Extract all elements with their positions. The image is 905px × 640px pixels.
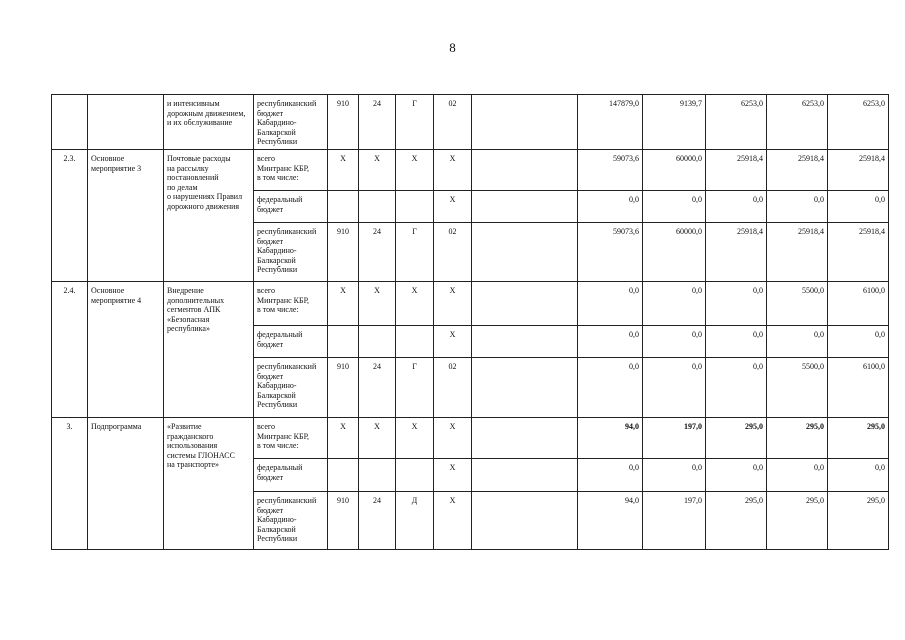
amount-cell: 0,0 — [578, 358, 643, 418]
amount-cell: 0,0 — [828, 459, 889, 492]
budget-code-cell: 910 — [328, 223, 359, 282]
funding-source-cell: федеральный бюджет — [254, 326, 328, 358]
amount-cell: 25918,4 — [706, 150, 767, 191]
budget-code-cell — [472, 418, 578, 459]
amount-cell: 295,0 — [828, 492, 889, 550]
budget-code-cell — [472, 95, 578, 150]
budget-code-cell: 910 — [328, 492, 359, 550]
budget-code-cell: Х — [396, 418, 434, 459]
budget-code-cell: 24 — [359, 95, 396, 150]
amount-cell: 0,0 — [706, 282, 767, 326]
budget-code-cell: Х — [434, 191, 472, 223]
amount-cell: 0,0 — [706, 459, 767, 492]
budget-code-cell: Х — [434, 150, 472, 191]
item-type-cell — [88, 95, 164, 150]
funding-source-cell: федеральный бюджет — [254, 459, 328, 492]
funding-source-cell: федеральный бюджет — [254, 191, 328, 223]
budget-code-cell — [396, 459, 434, 492]
amount-cell: 147879,0 — [578, 95, 643, 150]
amount-cell: 0,0 — [643, 326, 706, 358]
funding-source-cell: всего Минтранс КБР, в том числе: — [254, 418, 328, 459]
table-row — [52, 150, 889, 191]
table-row — [52, 418, 889, 459]
amount-cell: 295,0 — [767, 418, 828, 459]
budget-code-cell — [472, 492, 578, 550]
budget-code-cell — [472, 223, 578, 282]
item-type-cell: Основное мероприятие 3 — [88, 150, 164, 282]
funding-source-cell: всего Минтранс КБР, в том числе: — [254, 150, 328, 191]
item-number-cell: 2.4. — [52, 282, 88, 418]
amount-cell: 0,0 — [643, 282, 706, 326]
amount-cell: 94,0 — [578, 418, 643, 459]
amount-cell: 25918,4 — [767, 223, 828, 282]
amount-cell: 0,0 — [578, 326, 643, 358]
budget-code-cell — [359, 191, 396, 223]
amount-cell: 0,0 — [643, 459, 706, 492]
amount-cell: 295,0 — [767, 492, 828, 550]
budget-code-cell: Х — [434, 282, 472, 326]
budget-code-cell — [472, 459, 578, 492]
budget-code-cell: Г — [396, 95, 434, 150]
budget-code-cell: 24 — [359, 223, 396, 282]
budget-code-cell: 02 — [434, 223, 472, 282]
budget-code-cell: 02 — [434, 95, 472, 150]
budget-code-cell — [359, 459, 396, 492]
amount-cell: 9139,7 — [643, 95, 706, 150]
funding-source-cell: республиканский бюджет Кабардино- Балкарской Республики — [254, 358, 328, 418]
amount-cell: 295,0 — [706, 418, 767, 459]
amount-cell: 6253,0 — [767, 95, 828, 150]
budget-code-cell — [472, 191, 578, 223]
budget-code-cell — [328, 326, 359, 358]
budget-code-cell — [472, 282, 578, 326]
amount-cell: 0,0 — [706, 326, 767, 358]
amount-cell: 25918,4 — [767, 150, 828, 191]
budget-code-cell: 910 — [328, 95, 359, 150]
amount-cell: 0,0 — [643, 191, 706, 223]
amount-cell: 25918,4 — [828, 150, 889, 191]
budget-code-cell — [472, 326, 578, 358]
budget-code-cell: Х — [359, 418, 396, 459]
amount-cell: 6253,0 — [706, 95, 767, 150]
budget-code-cell — [328, 459, 359, 492]
amount-cell: 0,0 — [828, 326, 889, 358]
amount-cell: 295,0 — [706, 492, 767, 550]
budget-code-cell: Х — [328, 282, 359, 326]
budget-code-cell — [328, 191, 359, 223]
item-name-cell: Почтовые расходы на рассылку постановлений по делам о нарушениях Правил дорожного движения — [164, 150, 254, 282]
amount-cell: 0,0 — [578, 282, 643, 326]
item-number-cell: 2.3. — [52, 150, 88, 282]
item-name-cell: Внедрение дополнительных сегментов АПК «Безопасная республика» — [164, 282, 254, 418]
funding-source-cell: республиканский бюджет Кабардино- Балкарской Республики — [254, 95, 328, 150]
amount-cell: 0,0 — [767, 326, 828, 358]
amount-cell: 0,0 — [706, 358, 767, 418]
amount-cell: 197,0 — [643, 418, 706, 459]
amount-cell: 59073,6 — [578, 150, 643, 191]
item-type-cell: Подпрограмма — [88, 418, 164, 550]
amount-cell: 25918,4 — [828, 223, 889, 282]
amount-cell: 59073,6 — [578, 223, 643, 282]
amount-cell: 6100,0 — [828, 282, 889, 326]
budget-code-cell: Х — [396, 282, 434, 326]
budget-code-cell: Х — [328, 418, 359, 459]
amount-cell: 197,0 — [643, 492, 706, 550]
amount-cell: 0,0 — [578, 459, 643, 492]
amount-cell: 0,0 — [828, 191, 889, 223]
budget-code-cell — [396, 191, 434, 223]
budget-code-cell: Х — [328, 150, 359, 191]
budget-table — [51, 94, 889, 550]
budget-code-cell — [396, 326, 434, 358]
budget-code-cell: Х — [396, 150, 434, 191]
amount-cell: 6100,0 — [828, 358, 889, 418]
amount-cell: 0,0 — [706, 191, 767, 223]
item-number-cell — [52, 95, 88, 150]
table-row — [52, 282, 889, 326]
budget-code-cell: Х — [434, 459, 472, 492]
item-name-cell: «Развитие гражданского использования системы ГЛОНАСС на транспорте» — [164, 418, 254, 550]
funding-source-cell: всего Минтранс КБР, в том числе: — [254, 282, 328, 326]
amount-cell: 0,0 — [578, 191, 643, 223]
budget-code-cell: Х — [434, 492, 472, 550]
budget-code-cell: 24 — [359, 358, 396, 418]
item-number-cell: 3. — [52, 418, 88, 550]
amount-cell: 295,0 — [828, 418, 889, 459]
item-name-cell: и интенсивным дорожным движением, и их обслуживание — [164, 95, 254, 150]
amount-cell: 5500,0 — [767, 282, 828, 326]
item-type-cell: Основное мероприятие 4 — [88, 282, 164, 418]
table-row — [52, 95, 889, 150]
budget-code-cell: Д — [396, 492, 434, 550]
budget-code-cell: Х — [359, 282, 396, 326]
amount-cell: 60000,0 — [643, 150, 706, 191]
amount-cell: 5500,0 — [767, 358, 828, 418]
amount-cell: 25918,4 — [706, 223, 767, 282]
amount-cell: 0,0 — [767, 191, 828, 223]
budget-code-cell: 910 — [328, 358, 359, 418]
amount-cell: 6253,0 — [828, 95, 889, 150]
budget-code-cell: Х — [359, 150, 396, 191]
funding-source-cell: республиканский бюджет Кабардино- Балкарской Республики — [254, 492, 328, 550]
funding-source-cell: республиканский бюджет Кабардино- Балкарской Республики — [254, 223, 328, 282]
budget-code-cell: 24 — [359, 492, 396, 550]
page-number: 8 — [449, 40, 456, 55]
amount-cell: 0,0 — [767, 459, 828, 492]
budget-code-cell: Г — [396, 358, 434, 418]
amount-cell: 94,0 — [578, 492, 643, 550]
budget-code-cell: Г — [396, 223, 434, 282]
budget-code-cell — [472, 150, 578, 191]
budget-code-cell: Х — [434, 326, 472, 358]
budget-code-cell: Х — [434, 418, 472, 459]
budget-code-cell — [472, 358, 578, 418]
budget-code-cell: 02 — [434, 358, 472, 418]
budget-code-cell — [359, 326, 396, 358]
amount-cell: 60000,0 — [643, 223, 706, 282]
amount-cell: 0,0 — [643, 358, 706, 418]
